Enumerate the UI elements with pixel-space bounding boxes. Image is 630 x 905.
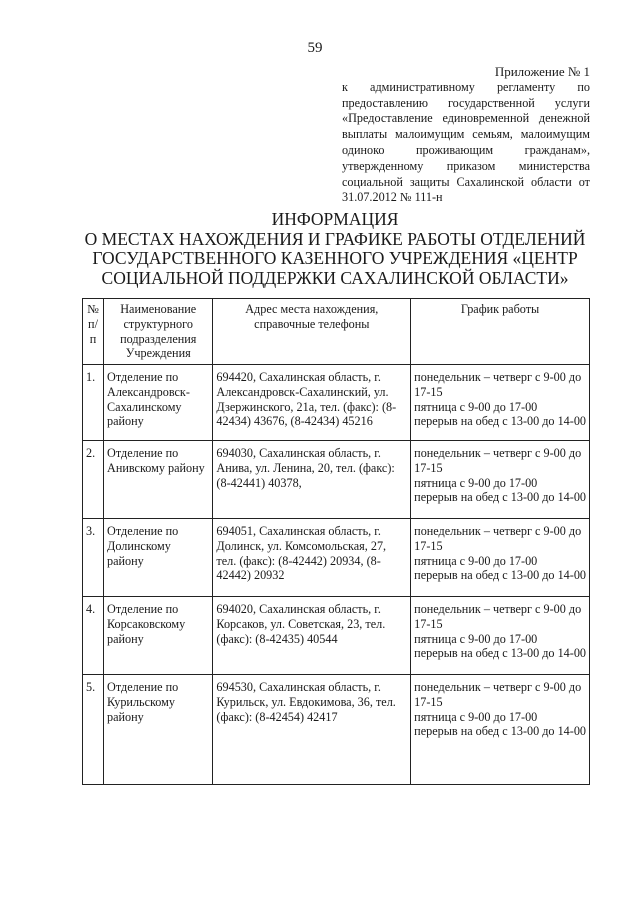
cell-address: 694530, Сахалинская область, г. Курильск, ул. Евдокимова, 36, тел. (факс): (8-42454) 42417 [213,675,411,785]
schedule-line: пятница с 9-00 до 17-00 [414,399,538,414]
appendix-note [342,64,590,206]
schedule-line: пятница с 9-00 до 17-00 [414,709,538,724]
cell-schedule [411,597,590,675]
cell-num: 4. [83,597,104,675]
appendix-line: 31.07.2012 № 111-н [342,190,443,205]
cell-name: Отделение по Александровск-Сахалинскому району [104,365,213,441]
page-number: 59 [307,40,323,56]
cell-num: 1. [83,365,104,441]
heading-line: ИНФОРМАЦИЯ [271,209,399,229]
cell-address: 694420, Сахалинская область, г. Александровск-Сахалинский, ул. Дзержинского, 21а, тел. (факс): (8-42434) 43676, (8-42434) 45216 [213,365,411,441]
header-name: Наименование структурного подразделения Учреждения [104,299,213,365]
cell-address: 694030, Сахалинская область, г. Анива, ул. Ленина, 20, тел. (факс): (8-42441) 40378, [213,441,411,519]
header-num: № п/п [83,299,104,365]
cell-name: Отделение по Корсаковскому району [104,597,213,675]
appendix-title: Приложение № 1 [494,64,590,79]
cell-schedule [411,365,590,441]
appendix-line: выплаты малоимущим семьям, малоимущим [342,127,590,142]
appendix-line: к административному регламенту по [342,79,590,94]
cell-name: Отделение по Долинскому району [104,519,213,597]
heading-line: СОЦИАЛЬНОЙ ПОДДЕРЖКИ САХАЛИНСКОЙ ОБЛАСТИ» [101,267,569,288]
cell-schedule [411,519,590,597]
schedule-line: перерыв на обед с 13-00 до 14-00 [414,646,587,661]
cell-num: 5. [83,675,104,785]
cell-schedule [411,441,590,519]
table-row [83,441,590,519]
document-heading [60,210,610,288]
table-row [83,519,590,597]
schedule-line: понедельник – четверг с 9-00 до 17-15 [414,524,582,553]
appendix-line: утвержденному приказом министерства [342,158,590,173]
schedule-line: перерыв на обед с 13-00 до 14-00 [414,490,587,505]
appendix-line: предоставлению государственной услуги [342,95,590,110]
heading-line: О МЕСТАХ НАХОЖДЕНИЯ И ГРАФИКЕ РАБОТЫ ОТДЕЛЕНИЙ [84,228,586,249]
heading-line: ГОСУДАРСТВЕННОГО КАЗЕННОГО УЧРЕЖДЕНИЯ «ЦЕНТР [92,248,578,268]
schedule-line: перерыв на обед с 13-00 до 14-00 [414,724,587,739]
schedule-line: пятница с 9-00 до 17-00 [414,553,538,568]
table-header-row [83,299,590,365]
header-address: Адрес места нахождения, справочные телефоны [213,299,411,365]
schedule-line: понедельник – четверг с 9-00 до 17-15 [414,680,582,709]
appendix-line: одиноко проживающим гражданам», [342,142,590,157]
schedule-line: понедельник – четверг с 9-00 до 17-15 [414,370,582,399]
schedule-line: перерыв на обед с 13-00 до 14-00 [414,414,587,429]
appendix-line: социальной защиты Сахалинской области от [342,174,590,189]
schedule-line: пятница с 9-00 до 17-00 [414,475,538,490]
cell-num: 2. [83,441,104,519]
cell-num: 3. [83,519,104,597]
cell-address: 694020, Сахалинская область, г. Корсаков, ул. Советская, 23, тел. (факс): (8-42435) 40544 [213,597,411,675]
schedule-line: пятница с 9-00 до 17-00 [414,631,538,646]
table-row [83,675,590,785]
schedule-line: понедельник – четверг с 9-00 до 17-15 [414,446,582,475]
header-schedule: График работы [411,299,590,365]
table-row [83,365,590,441]
appendix-line: «Предоставление единовременной денежной [342,111,590,126]
schedule-line: перерыв на обед с 13-00 до 14-00 [414,568,587,583]
cell-name: Отделение по Курильскому району [104,675,213,785]
table-row [83,597,590,675]
offices-table [82,298,590,785]
cell-schedule [411,675,590,785]
schedule-line: понедельник – четверг с 9-00 до 17-15 [414,602,582,631]
cell-name: Отделение по Анивскому району [104,441,213,519]
cell-address: 694051, Сахалинская область, г. Долинск, ул. Комсомольская, 27, тел. (факс): (8-42442) 20934, (8-42442) 20932 [213,519,411,597]
